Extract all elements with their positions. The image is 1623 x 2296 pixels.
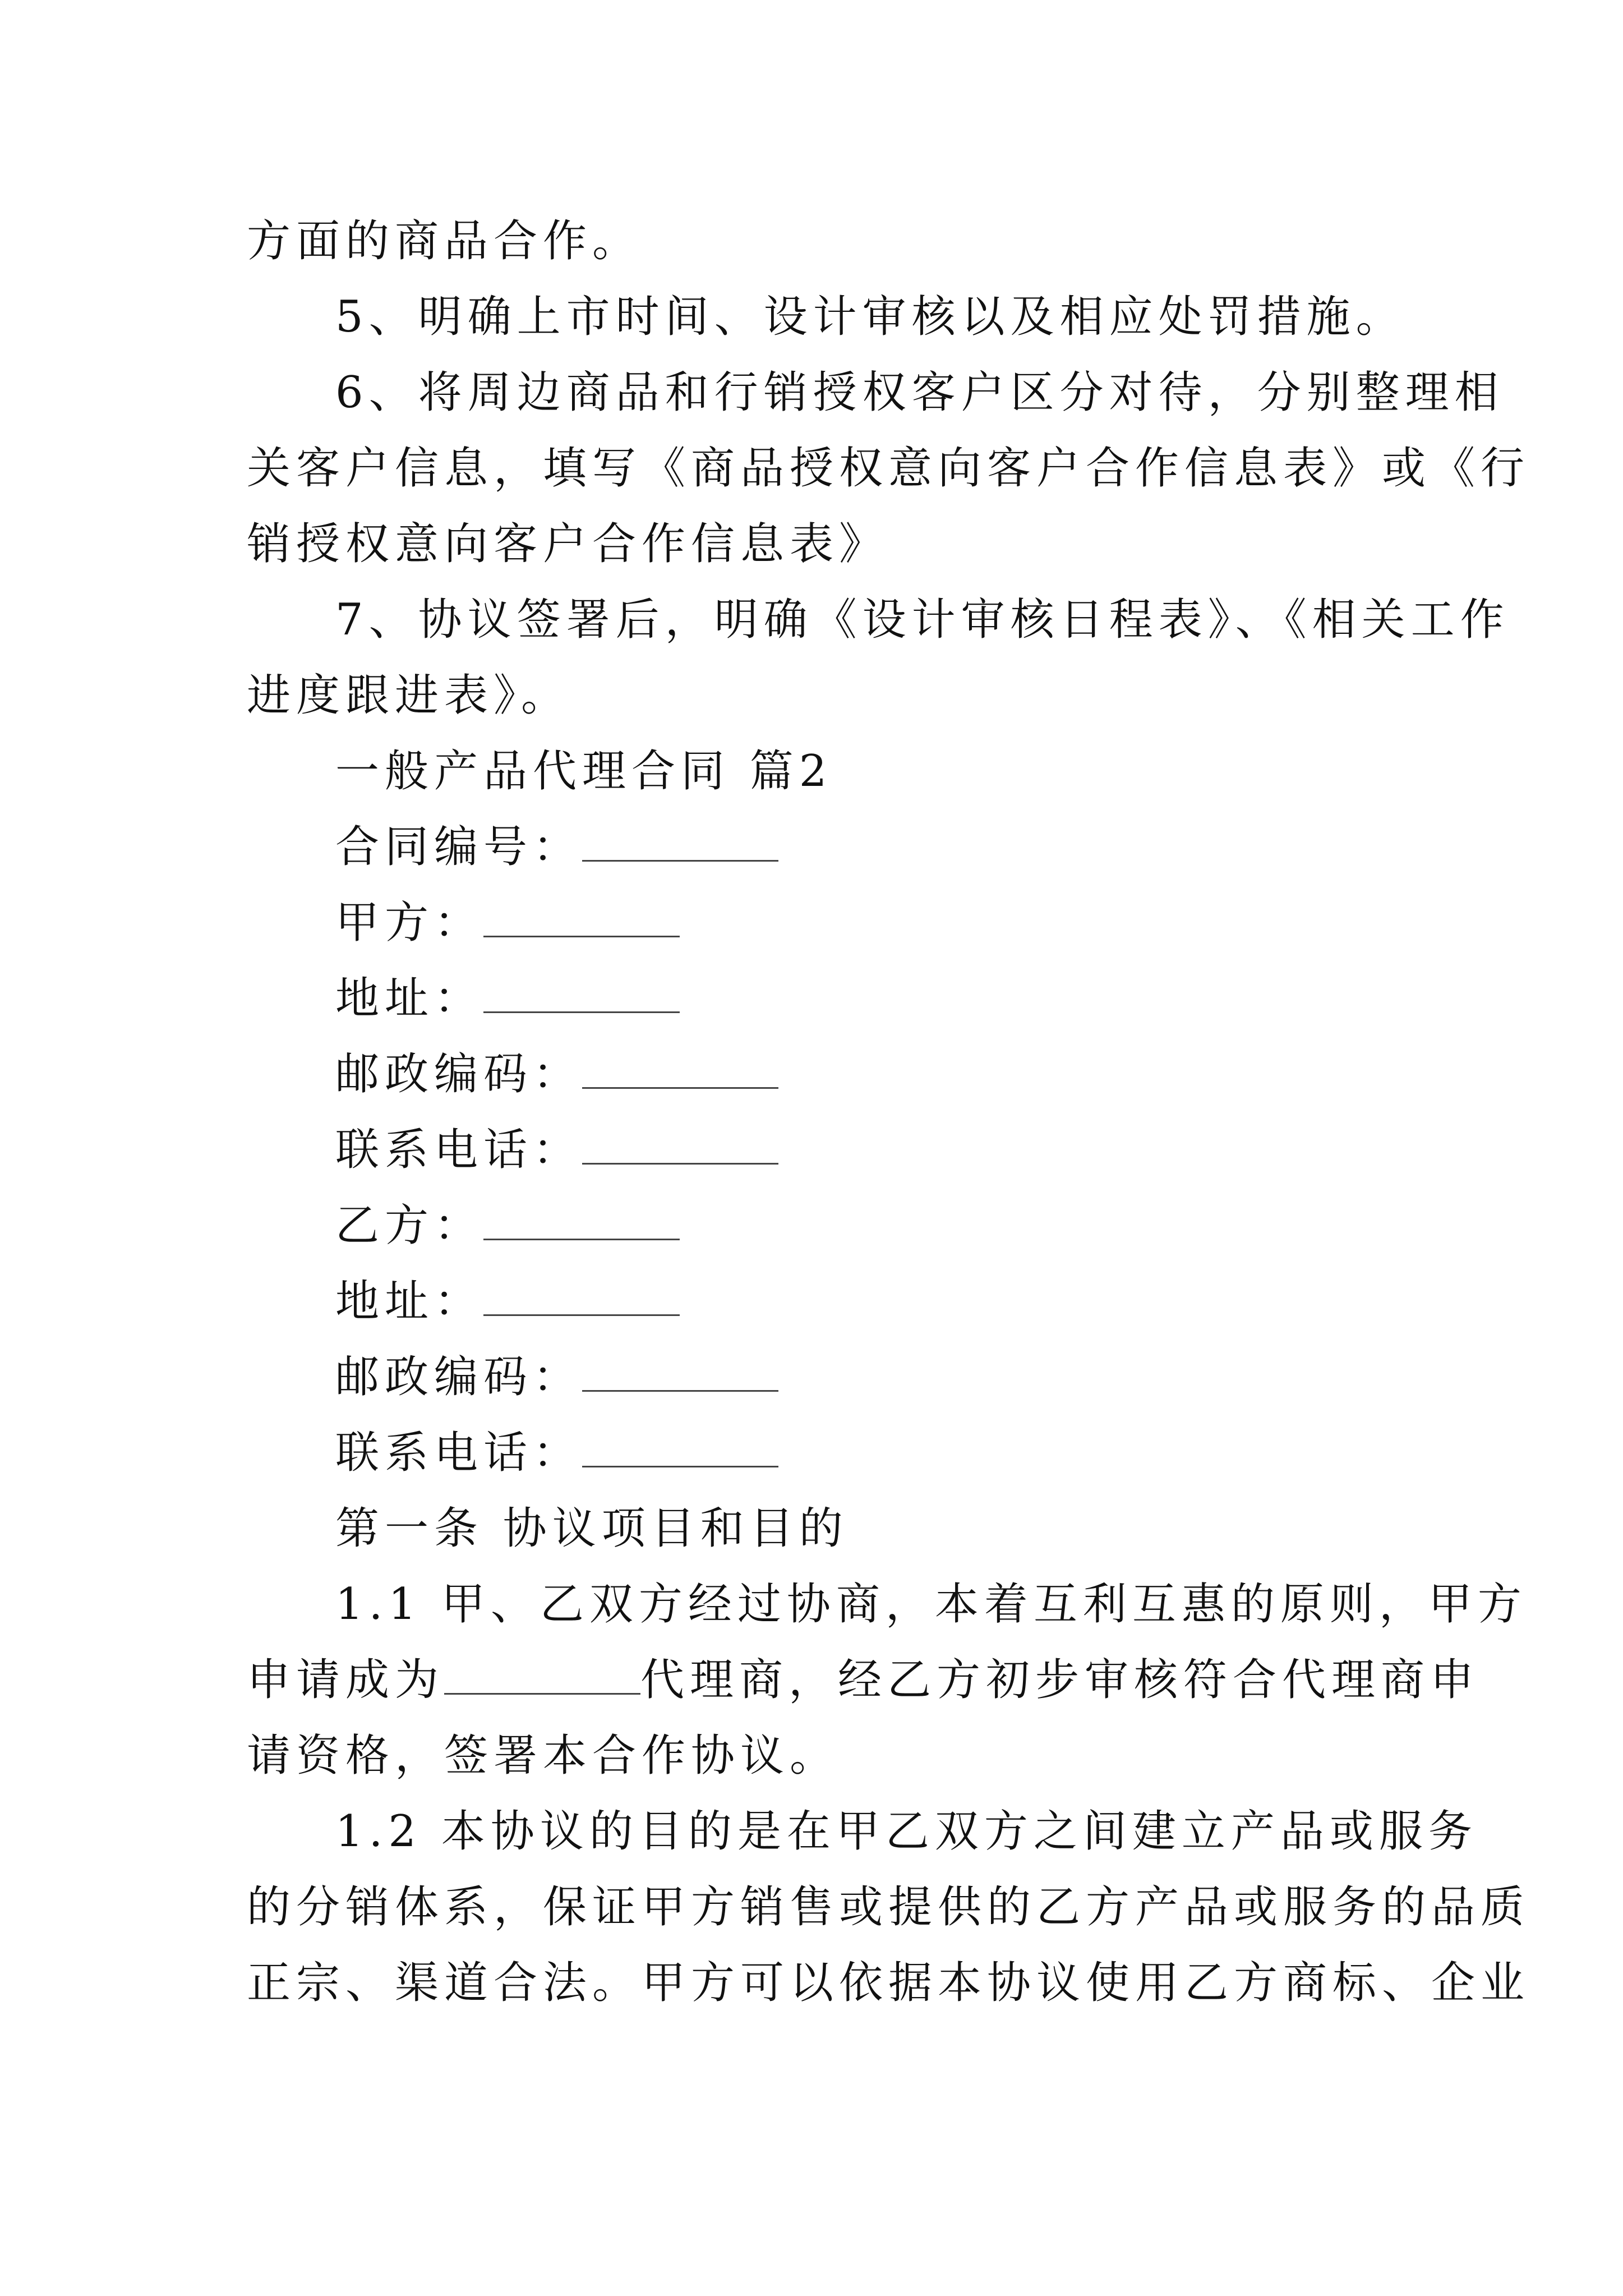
- text-segment: 申请成为: [247, 1655, 445, 1705]
- field-label: 联系电话：: [335, 1428, 583, 1478]
- field-label: 邮政编码：: [335, 1352, 583, 1402]
- party-b-postcode-field: [335, 1349, 778, 1405]
- section-heading: 一般产品代理合同 篇2: [335, 746, 833, 797]
- paragraph-line: 的分销体系，保证甲方销售或提供的乙方产品或服务的品质: [247, 1882, 1530, 1932]
- field-label: 地址：: [335, 1276, 484, 1327]
- text-line: 6、将周边商品和行销授权客户区分对待，分别整理相: [335, 367, 1504, 418]
- text-segment: 代理商，经乙方初步审核符合代理商申: [640, 1655, 1480, 1705]
- field-label: 联系电话：: [335, 1125, 583, 1175]
- party-b-phone-field: [335, 1425, 778, 1481]
- text-line: 销授权意向客户合作信息表》: [247, 519, 889, 569]
- text-line: 进度跟进表》。: [247, 670, 571, 721]
- fill-in-blank: [483, 1275, 680, 1316]
- party-b-field: [335, 1198, 680, 1254]
- party-b-address-field: [335, 1273, 680, 1329]
- fill-in-blank: [582, 821, 778, 862]
- party-a-field: [335, 895, 680, 951]
- article-title: 第一条 协议项目和目的: [335, 1503, 849, 1554]
- paragraph-line: 1.1 甲、乙双方经过协商，本着互利互惠的原则，甲方: [335, 1579, 1527, 1630]
- fill-in-blank: [483, 972, 680, 1013]
- field-label: 甲方：: [335, 898, 484, 948]
- party-a-postcode-field: [335, 1046, 778, 1102]
- fill-in-blank: [483, 896, 680, 937]
- text-line: 5、明确上市时间、设计审核以及相应处罚措施。: [335, 292, 1405, 342]
- text-line: 关客户信息，填写《商品授权意向客户合作信息表》或《行: [247, 443, 1530, 494]
- fill-in-blank: [582, 1048, 778, 1089]
- party-a-phone-field: [335, 1122, 778, 1178]
- party-a-address-field: [335, 970, 680, 1027]
- field-label: 邮政编码：: [335, 1049, 583, 1099]
- field-label: 地址：: [335, 973, 484, 1024]
- field-label: 合同编号：: [335, 822, 583, 872]
- fill-in-blank: [582, 1351, 778, 1392]
- field-label: 乙方：: [335, 1200, 484, 1251]
- paragraph-line: 1.2 本协议的目的是在甲乙双方之间建立产品或服务: [335, 1806, 1478, 1857]
- paragraph-line: 请资格，签署本合作协议。: [247, 1731, 840, 1781]
- fill-in-blank: [582, 1427, 778, 1467]
- fill-in-blank: [582, 1124, 778, 1165]
- paragraph-line: [247, 1652, 1479, 1708]
- text-line: 7、协议签署后，明确《设计审核日程表》、《相关工作: [335, 595, 1510, 645]
- paragraph-line: 正宗、渠道合法。甲方可以依据本协议使用乙方商标、企业: [247, 1958, 1530, 2008]
- fill-in-blank: [444, 1654, 640, 1695]
- text-line: 方面的商品合作。: [247, 216, 642, 266]
- contract-number-field: [335, 819, 778, 875]
- fill-in-blank: [483, 1199, 680, 1240]
